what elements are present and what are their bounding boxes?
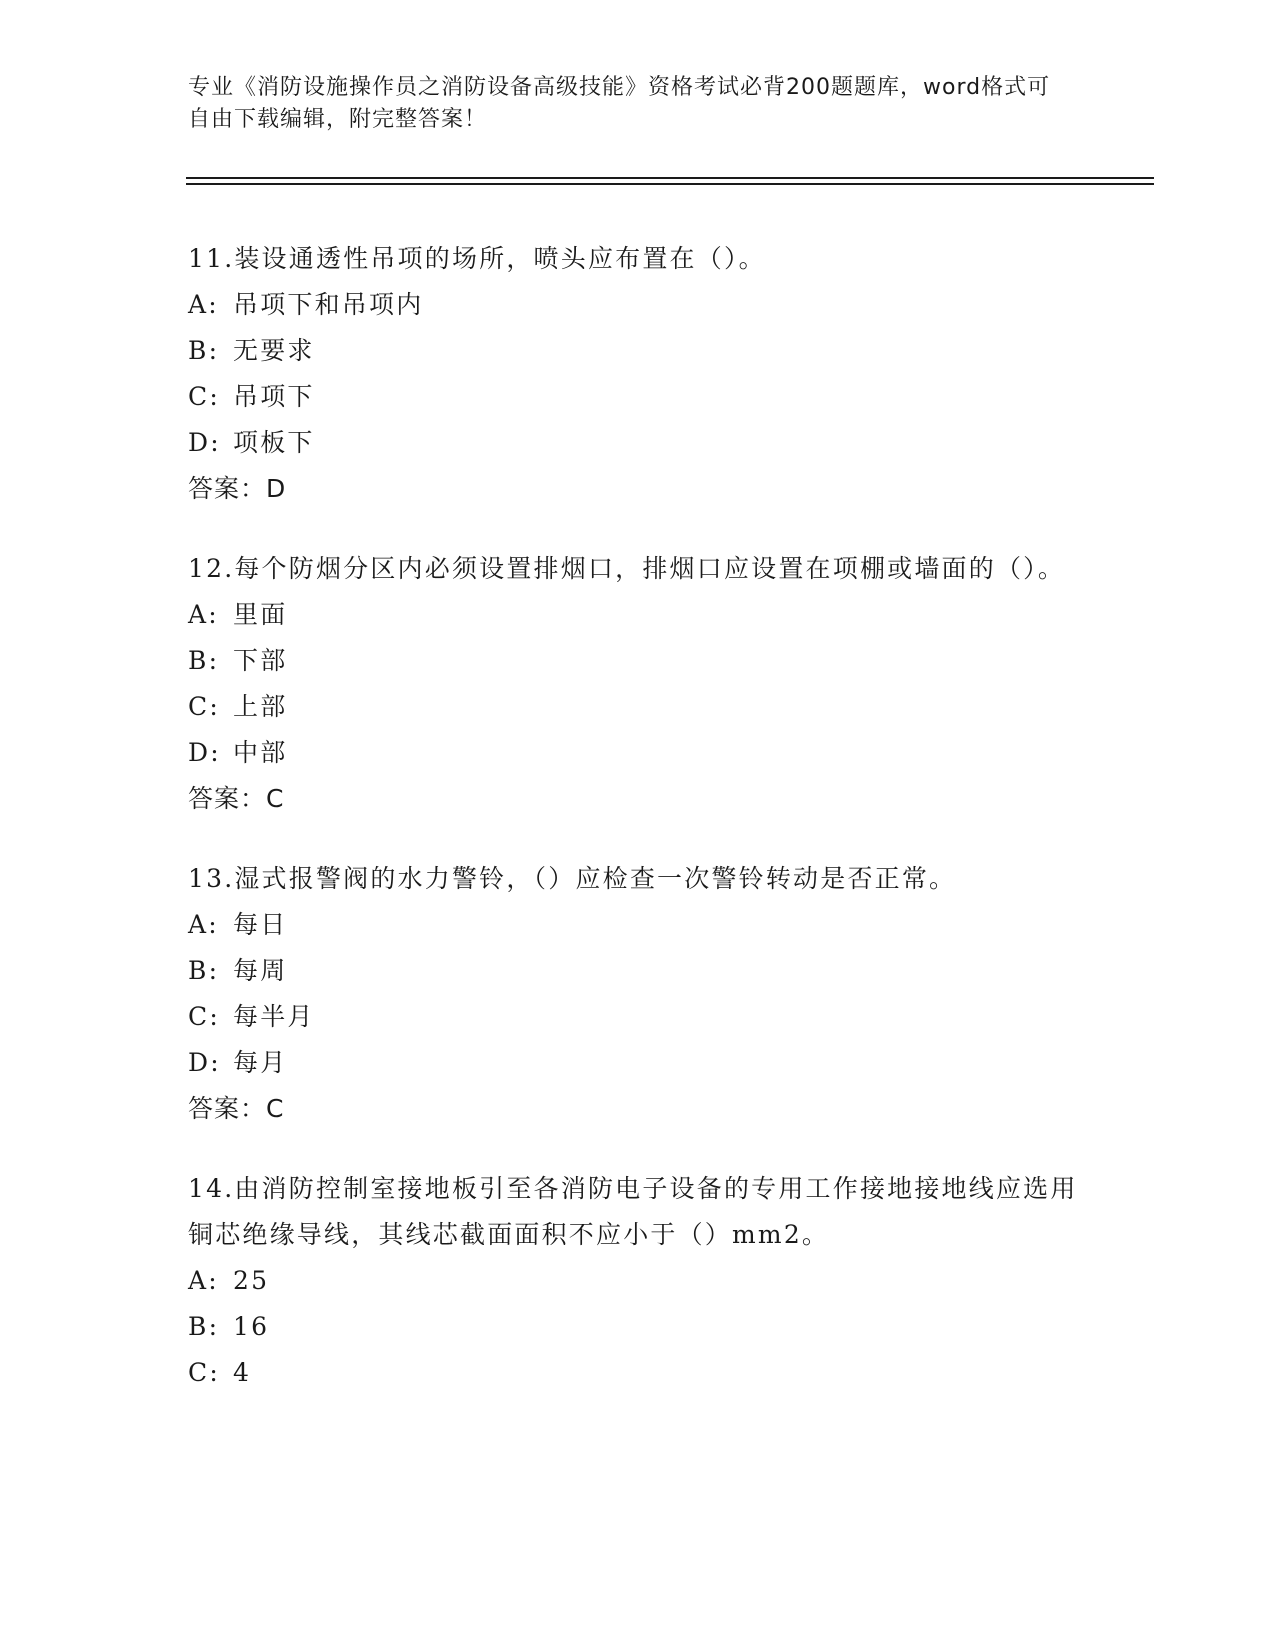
question-14 — [188, 1166, 1088, 1396]
option-d — [188, 1040, 1088, 1086]
document-header: 专业《消防设施操作员之消防设备高级技能》资格考试必背200题题库，word格式可自由下载编辑，附完整答案！ — [188, 75, 1051, 132]
option-letter: C: — [188, 1002, 220, 1031]
option-letter: A: — [188, 910, 219, 939]
option-d — [188, 730, 1088, 776]
option-letter: D: — [188, 428, 221, 457]
answer-line: 答案：D — [188, 474, 287, 503]
option-letter: C: — [188, 692, 220, 721]
option-letter: D: — [188, 738, 221, 767]
option-a — [188, 592, 1088, 638]
option-b — [188, 948, 1088, 994]
option-letter: B: — [188, 646, 220, 675]
option-c — [188, 374, 1088, 420]
question-13 — [188, 856, 1088, 1132]
question-stem: 12.每个防烟分区内必须设置排烟口，排烟口应设置在项棚或墙面的（）。 — [188, 554, 1066, 583]
option-text: 25 — [233, 1266, 270, 1295]
option-text: 16 — [233, 1312, 270, 1341]
option-text: 无要求 — [233, 336, 315, 365]
question-11 — [188, 236, 1088, 512]
header-divider-top — [186, 177, 1154, 179]
header-divider-bottom — [186, 183, 1154, 185]
option-a — [188, 902, 1088, 948]
option-text: 吊项下和吊项内 — [233, 290, 424, 319]
option-b — [188, 328, 1088, 374]
answer-line: 答案：C — [188, 784, 285, 813]
option-b — [188, 1304, 1088, 1350]
option-text: 每月 — [233, 1048, 288, 1077]
option-d — [188, 420, 1088, 466]
question-stem: 14.由消防控制室接地板引至各消防电子设备的专用工作接地接地线应选用铜芯绝缘导线，其线芯截面面积不应小于（）mm2。 — [188, 1174, 1078, 1249]
option-text: 下部 — [233, 646, 288, 675]
option-a — [188, 282, 1088, 328]
option-letter: A: — [188, 290, 219, 319]
option-text: 4 — [233, 1358, 252, 1387]
option-text: 每日 — [233, 910, 288, 939]
option-c — [188, 1350, 1088, 1396]
option-letter: C: — [188, 1358, 220, 1387]
option-letter: B: — [188, 956, 220, 985]
option-c — [188, 994, 1088, 1040]
option-text: 中部 — [233, 738, 288, 767]
option-b — [188, 638, 1088, 684]
question-stem: 13.湿式报警阀的水力警铃，（）应检查一次警铃转动是否正常。 — [188, 864, 957, 893]
option-letter: A: — [188, 600, 219, 629]
option-text: 上部 — [233, 692, 288, 721]
question-stem: 11.装设通透性吊项的场所，喷头应布置在（）。 — [188, 244, 766, 273]
option-c — [188, 684, 1088, 730]
question-12 — [188, 546, 1088, 822]
option-letter: A: — [188, 1266, 219, 1295]
option-letter: D: — [188, 1048, 221, 1077]
option-text: 里面 — [233, 600, 288, 629]
answer-line: 答案：C — [188, 1094, 285, 1123]
option-text: 吊项下 — [233, 382, 315, 411]
option-a — [188, 1258, 1088, 1304]
option-text: 项板下 — [233, 428, 315, 457]
option-text: 每周 — [233, 956, 288, 985]
option-letter: B: — [188, 336, 220, 365]
option-letter: C: — [188, 382, 220, 411]
option-letter: B: — [188, 1312, 220, 1341]
option-text: 每半月 — [233, 1002, 315, 1031]
question-list — [188, 236, 1088, 1430]
